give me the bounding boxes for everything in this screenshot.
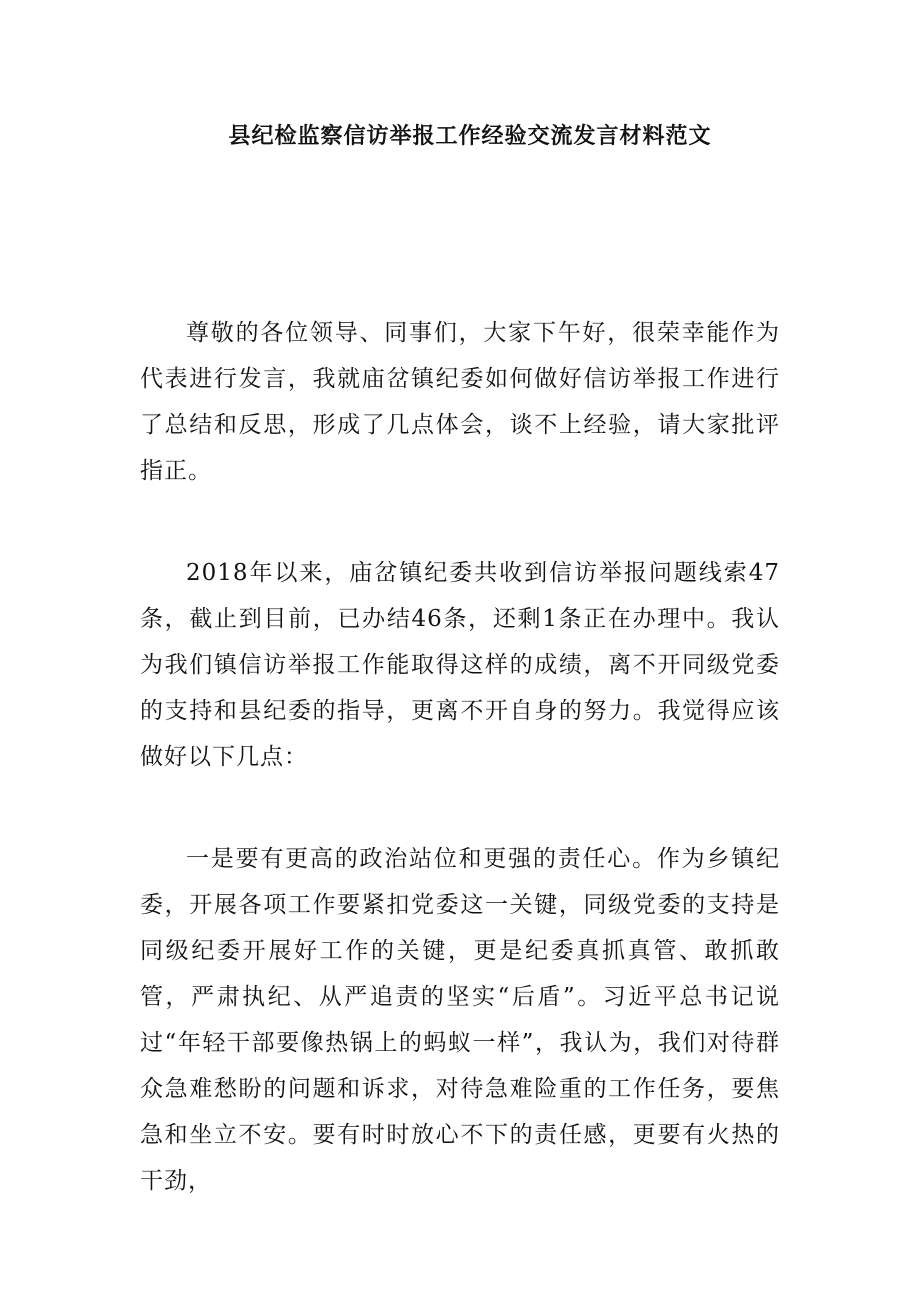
document-title: 县纪检监察信访举报工作经验交流发言材料范文 — [228, 123, 712, 149]
document-body — [140, 310, 780, 1204]
paragraph-point-one: 一是要有更高的政治站位和更强的责任心。作为乡镇纪委，开展各项工作要紧扣党委这一关键，同级党委的支持是同级纪委开展好工作的关键，更是纪委真抓真管、敢抓敢管，严肃执纪、从严追责的坚实“后盾”。习近平总书记说过“年轻干部要像热锅上的蚂蚁一样”，我认为，我们对待群众急难愁盼的问题和诉求，对待急难险重的工作任务，要焦急和坐立不安。要有时时放心不下的责任感，更要有火热的干劲， — [140, 846, 780, 1194]
paragraph-statistics: 2018年以来，庙岔镇纪委共收到信访举报问题线索47条，截止到目前，已办结46条，还剩1条正在办理中。我认为我们镇信访举报工作能取得这样的成绩，离不开同级党委的支持和县纪委的指导，更离不开自身的努力。我觉得应该做好以下几点： — [140, 560, 780, 770]
paragraph-greeting: 尊敬的各位领导、同事们，大家下午好，很荣幸能作为代表进行发言，我就庙岔镇纪委如何做好信访举报工作进行了总结和反思，形成了几点体会，谈不上经验，请大家批评指正。 — [140, 320, 780, 484]
